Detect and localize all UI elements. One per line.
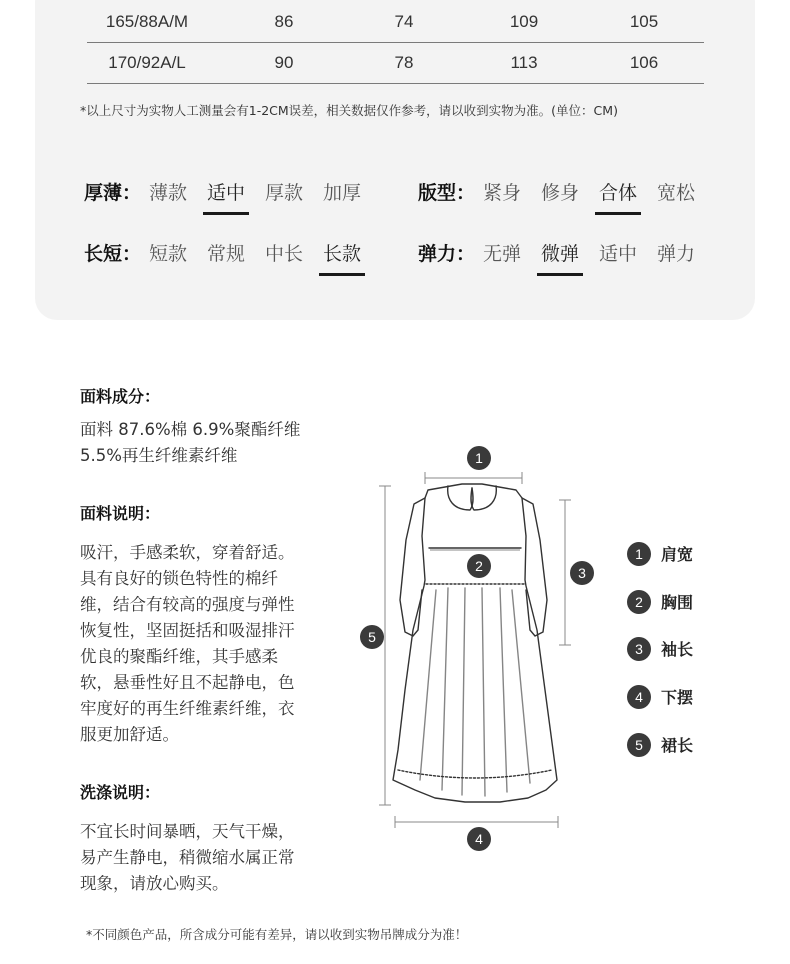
legend-item xyxy=(627,685,747,711)
composition-note: *不同颜色产品，所含成分可能有差异，请以收到实物吊牌成分为准！ xyxy=(86,927,468,942)
attr-option: 中长 xyxy=(265,243,304,265)
legend-item xyxy=(627,637,747,663)
svg-text:5: 5 xyxy=(368,629,376,645)
text-line: 恢复性，坚固挺括和吸湿排汗 xyxy=(80,621,295,640)
svg-text:1: 1 xyxy=(475,450,483,466)
table-cell: 74 xyxy=(394,12,414,31)
attr-option: 适中 xyxy=(599,243,638,265)
table-row xyxy=(87,43,704,84)
attr-option-selected: 微弹 xyxy=(541,239,579,269)
attr-label: 版型： xyxy=(418,182,476,204)
attr-label: 弹力： xyxy=(418,243,476,265)
text-line: 易产生静电，稍微缩水属正常 xyxy=(80,848,295,867)
badge-1 xyxy=(467,446,491,470)
badge-5 xyxy=(360,625,384,649)
fabric-description-text xyxy=(80,540,295,748)
attr-option-selected: 长款 xyxy=(323,239,361,269)
attr-option: 常规 xyxy=(207,243,246,265)
text-line: 服更加舒适。 xyxy=(80,725,179,744)
legend-label: 肩宽 xyxy=(661,545,694,564)
svg-text:4: 4 xyxy=(475,831,483,847)
table-cell: 78 xyxy=(394,53,414,72)
legend-item xyxy=(627,733,747,759)
table-cell: 106 xyxy=(629,53,659,72)
legend-number: 1 xyxy=(627,542,651,566)
legend-label: 胸围 xyxy=(661,593,694,612)
attr-option: 厚款 xyxy=(265,182,304,204)
svg-text:2: 2 xyxy=(475,558,483,574)
dress-outline xyxy=(393,484,557,802)
table-cell: 109 xyxy=(509,12,539,31)
table-cell: 165/88A/M xyxy=(105,12,189,31)
svg-text:3: 3 xyxy=(578,565,586,581)
badge-4 xyxy=(467,827,491,851)
table-cell: 86 xyxy=(274,12,294,31)
attr-label: 厚薄： xyxy=(84,182,142,204)
text-line: 具有良好的锁色特性的棉纤 xyxy=(80,569,278,588)
attr-option: 弹力 xyxy=(657,243,696,265)
attr-option: 紧身 xyxy=(483,182,522,204)
dress-collar xyxy=(448,486,473,510)
table-cell: 105 xyxy=(629,12,659,31)
attr-option: 宽松 xyxy=(657,182,696,204)
table-cell: 170/92A/L xyxy=(108,53,186,72)
size-note: *以上尺寸为实物人工测量会有1-2CM误差，相关数据仅作参考，请以收到实物为准。(单位：CM) xyxy=(80,103,618,118)
attr-option: 薄款 xyxy=(149,182,188,204)
attr-option-selected: 合体 xyxy=(599,178,637,208)
legend-number: 3 xyxy=(627,637,651,661)
legend-label: 下摆 xyxy=(661,688,694,707)
table-row xyxy=(87,2,704,43)
text-line: 不宜长时间暴晒，天气干燥， xyxy=(80,822,295,841)
attr-label: 长短： xyxy=(84,243,142,265)
attr-option: 短款 xyxy=(149,243,188,265)
washing-text xyxy=(80,819,295,897)
text-line: 5.5%再生纤维素纤维 xyxy=(80,446,238,465)
badge-3 xyxy=(570,561,594,585)
attr-option: 修身 xyxy=(541,182,580,204)
legend-number: 4 xyxy=(627,685,651,709)
text-line: 吸汗，手感柔软，穿着舒适。 xyxy=(80,543,295,562)
legend-item xyxy=(627,542,747,568)
text-line: 现象，请放心购买。 xyxy=(80,874,229,893)
fabric-composition-text xyxy=(80,417,300,469)
legend-label: 裙长 xyxy=(661,736,694,755)
table-cell: 113 xyxy=(510,53,538,72)
table-cell: 90 xyxy=(274,53,294,72)
dress-measurement-diagram xyxy=(350,440,610,860)
dress-sleeve-left xyxy=(400,498,425,636)
legend-number: 5 xyxy=(627,733,651,757)
text-line: 软，悬垂性好且不起静电，色 xyxy=(80,673,295,692)
fabric-composition-title: 面料成分： xyxy=(80,387,161,406)
legend-item xyxy=(627,590,747,616)
legend-label: 袖长 xyxy=(661,640,694,659)
text-line: 优良的聚酯纤维，其手感柔 xyxy=(80,647,278,666)
text-line: 牢度好的再生纤维素纤维，衣 xyxy=(80,699,295,718)
attr-option-selected: 适中 xyxy=(207,178,245,208)
attr-option: 加厚 xyxy=(323,182,362,204)
text-line: 面料 87.6%棉 6.9%聚酯纤维 xyxy=(80,420,301,439)
text-line: 维，结合有较高的强度与弹性 xyxy=(80,595,295,614)
fabric-description-title: 面料说明： xyxy=(80,504,161,523)
attr-option: 无弹 xyxy=(483,243,522,265)
badge-2 xyxy=(467,554,491,578)
washing-title: 洗涤说明： xyxy=(80,783,161,802)
legend-number: 2 xyxy=(627,590,651,614)
